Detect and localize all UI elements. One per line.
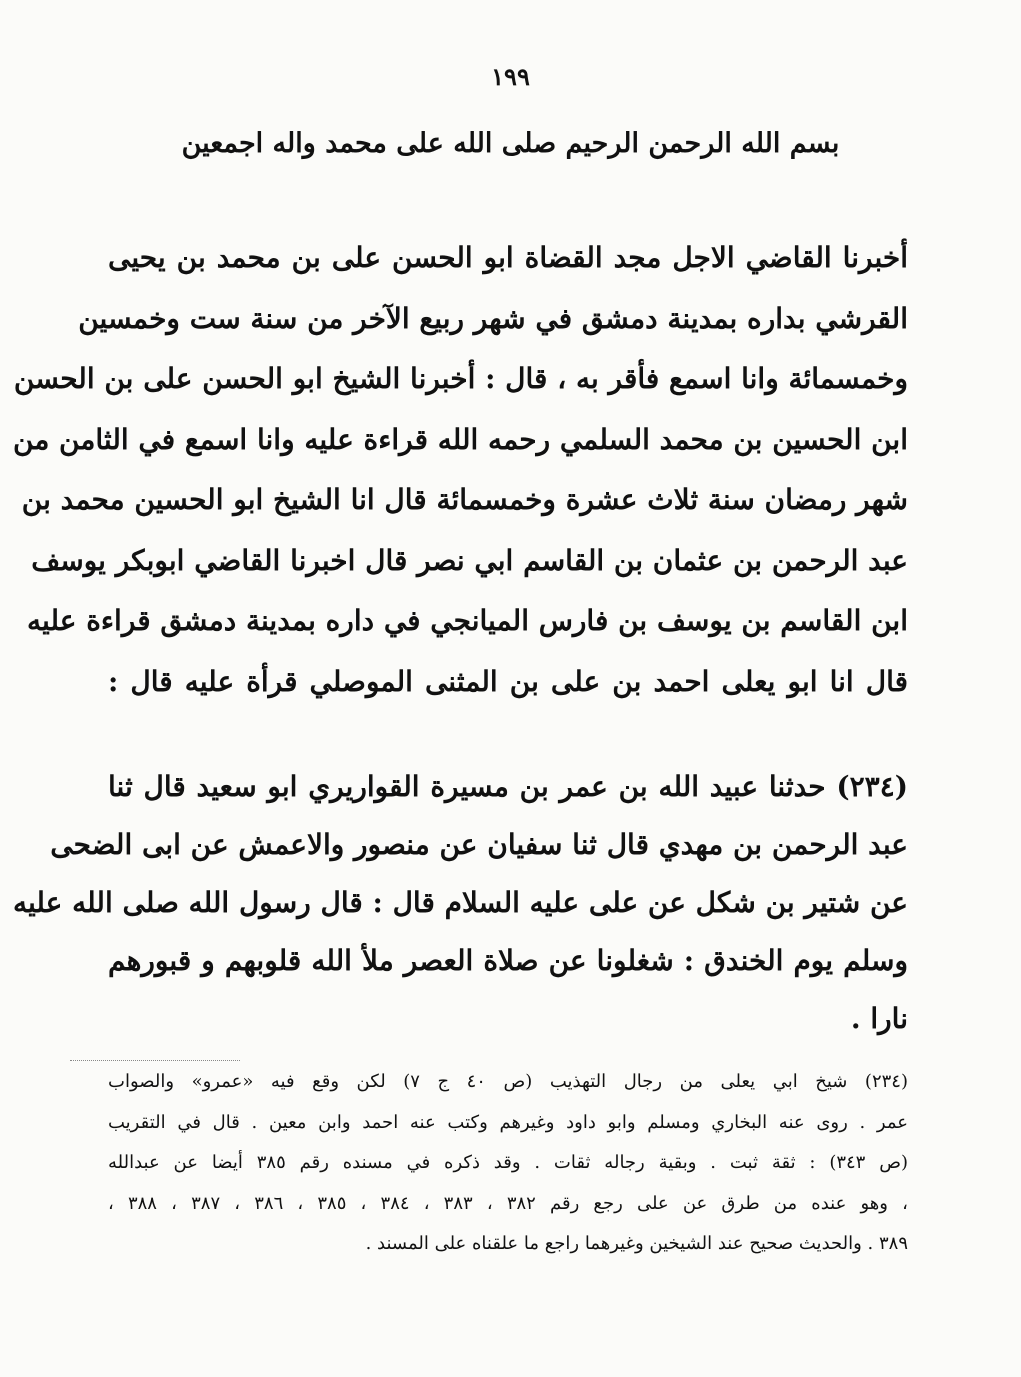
isnad-line: شهر رمضان سنة ثلاث عشرة وخمسمائة قال انا الشيخ ابو الحسين محمد بن [21,483,908,516]
isnad-line: ابن الحسين بن محمد السلمي رحمه الله قراءة عليه وانا اسمع في الثامن من [13,422,908,456]
isnad-line: القرشي بداره بمدينة دمشق في شهر ربيع الآخر من سنة ست وخمسين [78,301,908,335]
hadith-line: عن شتير بن شكل عن على عليه السلام قال : قال رسول الله صلى الله عليه [12,886,908,919]
page-number: ١٩٩ [491,62,530,91]
hadith-line: عبد الرحمن بن مهدي قال ثنا سفيان عن منصور والاعمش عن ابى الضحى [50,828,908,861]
footnote-line: عمر . روى عنه البخاري ومسلم وابو داود وغيرهم وكتب عنه احمد وابن معين . قال في التقريب [108,1111,908,1133]
basmala-heading: بسم الله الرحمن الرحيم صلى الله على محمد واله اجمعين [181,128,840,159]
hadith-paragraph [12,758,908,1048]
footnote-line: (ص ٣٤٣) : ثقة ثبت . وبقية رجاله ثقات . وقد ذكره في مسنده رقم ٣٨٥ أيضا عن عبدالله [108,1152,908,1173]
isnad-line: قال انا ابو يعلى احمد بن على بن المثنى الموصلي قرأة عليه قال : [108,664,908,698]
hadith-line: نارا . [850,1002,908,1035]
footnote-block [108,1062,908,1265]
hadith-line: (٢٣٤) حدثنا عبيد الله بن عمر بن مسيرة القواريري ابو سعيد قال ثنا [108,770,908,803]
isnad-line: وخمسمائة وانا اسمع فأقر به ، قال : أخبرنا الشيخ ابو الحسن على بن الحسن [13,362,908,395]
isnad-line: عبد الرحمن بن عثمان بن القاسم ابي نصر قال اخبرنا القاضي ابوبكر يوسف [31,543,908,577]
footnote-line: ٣٨٩ . والحديث صحيح عند الشيخين وغيرهما راجع ما علقناه على المسند . [365,1233,908,1254]
footnote-line: (٢٣٤) شيخ ابي يعلى من رجال التهذيب (ص ٤٠ ج ٧) لكن وقع فيه «عمرو» والصواب [108,1071,908,1092]
footnote-divider [70,1060,240,1061]
hadith-line: وسلم يوم الخندق : شغلونا عن صلاة العصر ملأ الله قلوبهم و قبورهم [108,944,908,977]
footnote-line: ، وهو عنده من طرق عن على رجع رقم ٣٨٢ ، ٣٨٣ ، ٣٨٤ ، ٣٨٥ ، ٣٨٦ ، ٣٨٧ ، ٣٨٨ ، [108,1192,908,1214]
isnad-line: أخبرنا القاضي الاجل مجد القضاة ابو الحسن على بن محمد بن يحيى [108,241,908,274]
isnad-paragraph [13,228,908,712]
isnad-line: ابن القاسم بن يوسف بن فارس الميانجي في داره بمدينة دمشق قراءة عليه [27,604,908,637]
